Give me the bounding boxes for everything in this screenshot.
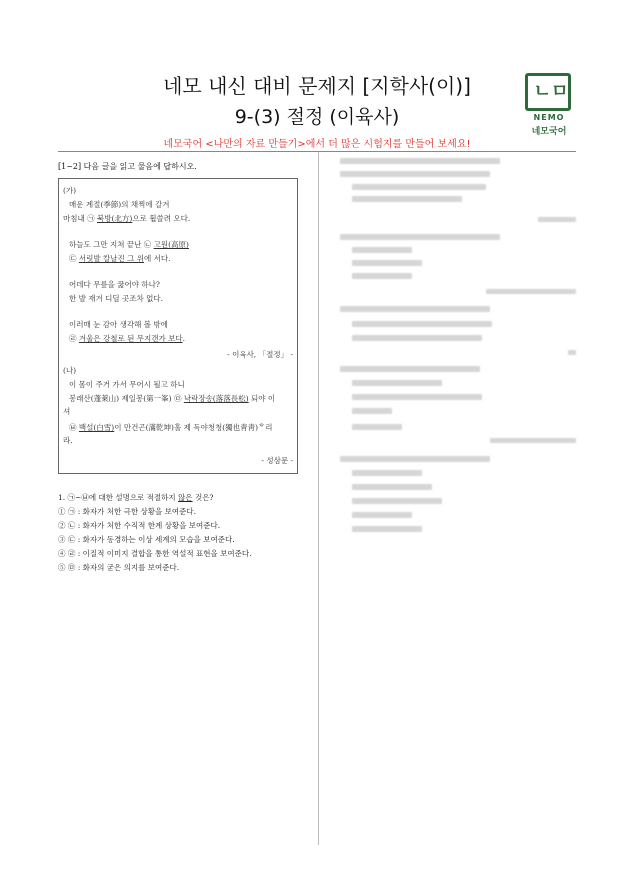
poem-line: 하늘도 그만 지쳐 끝난 ㉡ 고원(高原) xyxy=(69,240,189,249)
poem-line: 어데다 무릎을 꿇어야 하나? xyxy=(69,280,160,289)
blurred-line xyxy=(352,380,442,386)
blurred-line xyxy=(352,321,492,327)
poem-line: 셔 xyxy=(63,407,71,416)
blurred-line xyxy=(352,470,422,476)
answer-choice[interactable]: ① ㉠ : 화자가 처한 극한 상황을 보여준다. xyxy=(58,507,197,516)
logo-box xyxy=(525,73,571,111)
blurred-line xyxy=(352,498,442,504)
blurred-line xyxy=(340,171,490,177)
blurred-line xyxy=(352,260,422,266)
blurred-line xyxy=(352,196,462,202)
blurred-line xyxy=(340,306,490,312)
nemo-logo xyxy=(523,73,575,137)
page-subtitle: 9-(3) 절정 (이육사) xyxy=(234,106,400,128)
poem-line: ㉣ 겨울은 강철로 된 무지갠가 보다. xyxy=(69,334,186,343)
column-divider xyxy=(318,152,319,845)
answer-choice[interactable]: ⑤ ㉤ : 화자의 굳은 의지를 보여준다. xyxy=(58,563,180,572)
header-divider xyxy=(58,151,576,152)
blurred-line xyxy=(340,366,480,372)
blurred-line xyxy=(352,335,482,341)
blurred-line xyxy=(352,424,402,430)
blurred-line xyxy=(352,247,412,253)
blurred-line xyxy=(340,234,500,240)
blurred-line xyxy=(340,456,490,462)
blurred-line xyxy=(352,273,412,279)
passage-label-na: (나) xyxy=(63,366,77,375)
blurred-line xyxy=(486,289,576,294)
poem-line: 이러매 눈 감아 생각해 볼 밖에 xyxy=(69,320,168,329)
logo-glyph: ㄴㅁ xyxy=(533,81,569,102)
poem-line: 라. xyxy=(63,436,73,445)
blurred-line xyxy=(352,184,486,190)
blurred-line xyxy=(352,512,412,518)
answer-choice[interactable]: ④ ㉣ : 이질적 이미지 결합을 통한 역설적 표현을 보여준다. xyxy=(58,549,252,558)
poem-line: ㉥ 백설(白雪)이 만건곤(滿乾坤)홀 제 독야청청(獨也靑靑)ᄒ리 xyxy=(69,423,273,432)
blurred-line xyxy=(490,438,576,443)
poem-line: 마침내 ㉠ 북방(北方)으로 휩쓸려 오다. xyxy=(63,214,191,223)
poem-line: 봉래산(蓬萊山) 제일봉(第一峯) ㉤ 낙락장송(落落長松) 되야 이 xyxy=(69,394,276,403)
answer-choice[interactable]: ② ㉡ : 화자가 처한 수직적 한계 상황을 보여준다. xyxy=(58,521,221,530)
poem-line: 한 발 재겨 디딜 곳조차 없다. xyxy=(69,294,163,303)
blurred-line xyxy=(340,158,500,164)
poem-line: ㉢ 서릿발 칼날진 그 위에 서다. xyxy=(69,254,171,263)
answer-choice[interactable]: ③ ㉢ : 화자가 동경하는 이상 세계의 모습을 보여준다. xyxy=(58,535,235,544)
poem-line: 이 몸이 주거 가서 무어시 될고 하니 xyxy=(69,380,185,389)
source-citation: - 이육사, 「절정」 - xyxy=(227,350,293,359)
logo-korean: 네모국어 xyxy=(531,127,567,137)
source-citation: - 성삼문 - xyxy=(261,456,293,465)
blurred-line xyxy=(352,484,432,490)
blurred-line xyxy=(352,526,422,532)
poem-line: 매운 계절(季節)의 채찍에 갈겨 xyxy=(69,200,170,209)
question-stem: 1. ㉠~㉥에 대한 설명으로 적절하지 않은 것은? xyxy=(58,493,214,502)
blurred-line xyxy=(568,350,576,355)
page-title: 네모 내신 대비 문제지 [지학사(이)] xyxy=(163,74,471,98)
instruction: [1~2] 다음 글을 읽고 물음에 답하시오. xyxy=(58,162,197,171)
passage-label-ga: (가) xyxy=(63,186,77,195)
blurred-line xyxy=(352,394,482,400)
logo-english: NEMO xyxy=(533,113,565,122)
blurred-line xyxy=(538,217,576,222)
promo-text[interactable]: 네모국어 <나만의 자료 만들기>에서 더 많은 시험지를 만들어 보세요! xyxy=(163,139,471,150)
passage-box xyxy=(58,178,298,474)
blurred-line xyxy=(352,408,392,414)
